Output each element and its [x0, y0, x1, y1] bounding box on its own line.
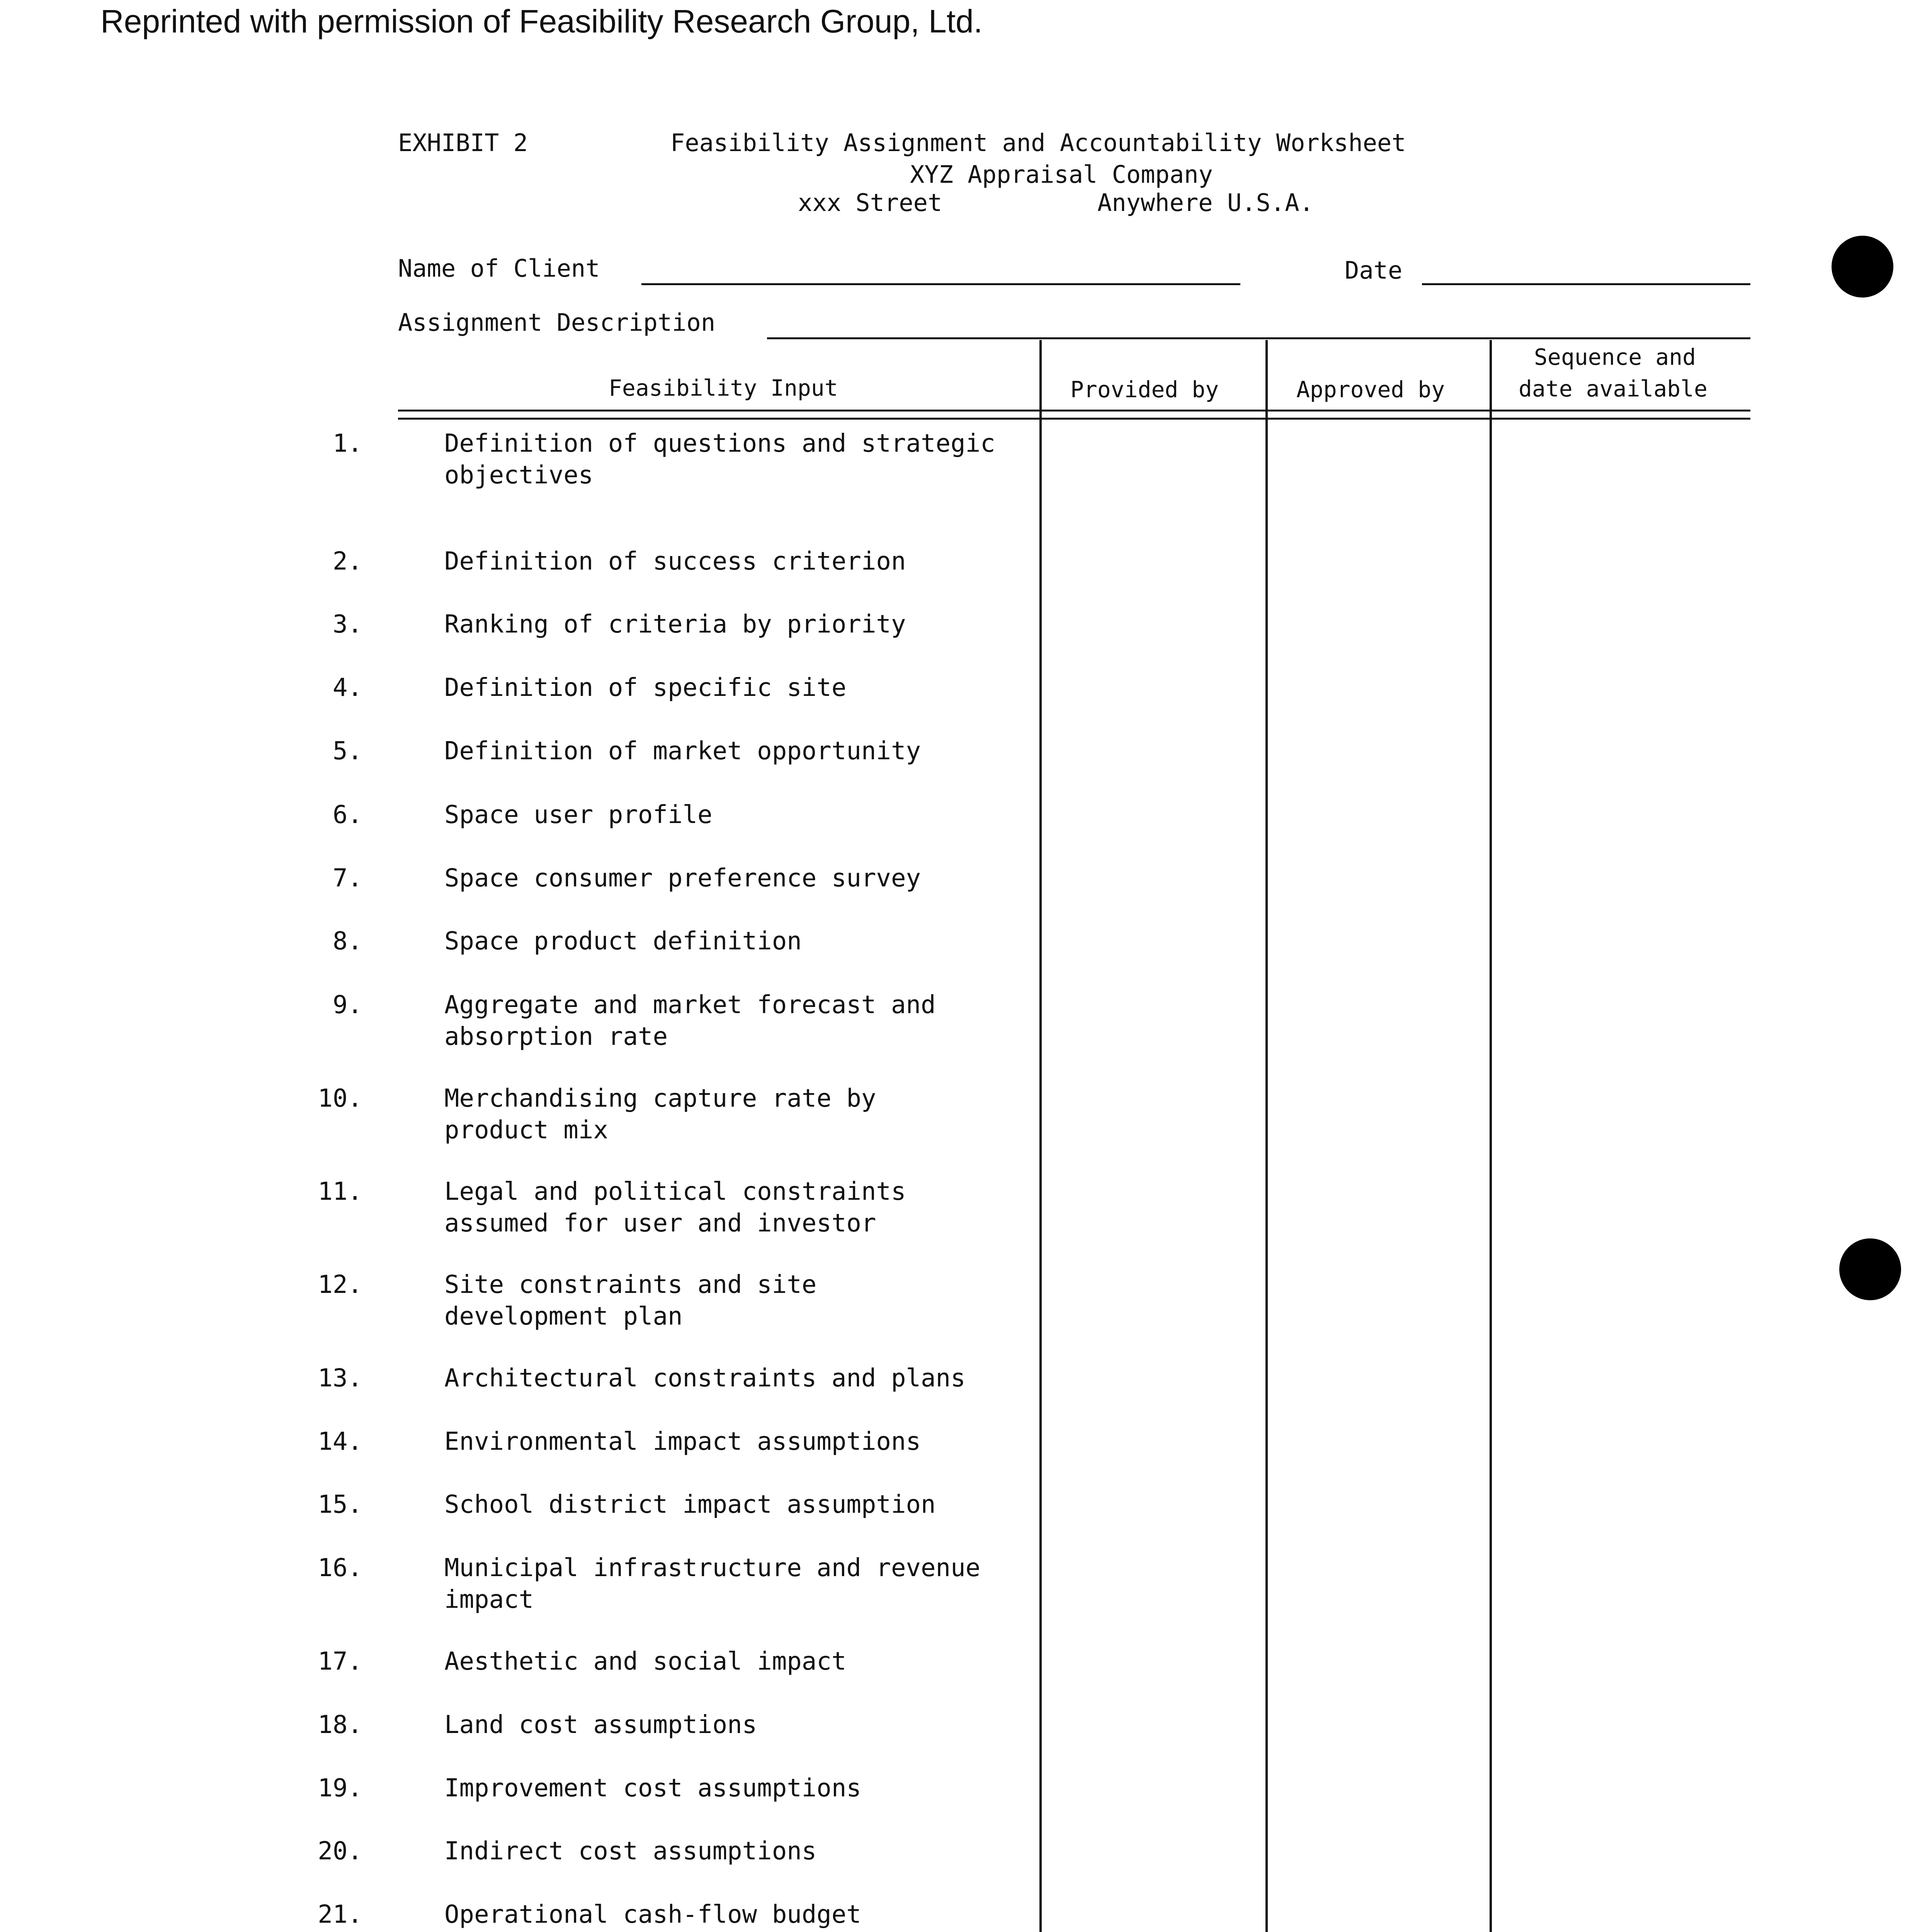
row-number: 6. [332, 801, 362, 829]
exhibit-label: EXHIBIT 2 [398, 129, 528, 157]
row-number: 19. [318, 1774, 362, 1803]
table-row [318, 1552, 981, 1616]
punch-hole [1839, 1238, 1901, 1300]
row-label-line: development plan [444, 1302, 683, 1331]
row-number: 7. [332, 864, 362, 893]
row-number: 5. [332, 737, 362, 765]
table-row [332, 862, 921, 894]
table-row [332, 799, 713, 831]
row-number: 12. [318, 1270, 362, 1299]
company-name: XYZ Appraisal Company [910, 160, 1213, 189]
row-number: 4. [332, 673, 362, 702]
row-label-line: Definition of success criterion [444, 547, 906, 576]
row-label [444, 862, 921, 894]
client-name-label: Name of Client [398, 254, 600, 282]
table-row [332, 989, 936, 1053]
row-label-line: Ranking of criteria by priority [444, 610, 906, 639]
row-label-line: Land cost assumptions [444, 1711, 757, 1739]
row-label-line: Definition of market opportunity [444, 737, 921, 765]
table-row [318, 1899, 861, 1932]
row-label [444, 1176, 906, 1239]
worksheet-title: Feasibility Assignment and Accountability Worksheet [670, 129, 1406, 157]
table-row [318, 1362, 966, 1394]
row-label [444, 546, 906, 577]
row-label [444, 1489, 936, 1520]
table-row [332, 546, 906, 577]
column-header-feasibility-input: Feasibility Input [609, 375, 838, 401]
row-label [444, 925, 802, 957]
date-field[interactable] [1422, 283, 1750, 285]
assignment-description-label: Assignment Description [398, 308, 716, 337]
row-label [444, 1709, 757, 1741]
column-divider [1039, 340, 1042, 1932]
row-number: 20. [318, 1837, 362, 1866]
column-header-sequence: Sequence and [1534, 344, 1696, 370]
table-row [332, 735, 921, 767]
table-row [318, 1269, 817, 1332]
reprint-notice: Reprinted with permission of Feasibility Research Group, Ltd. [100, 3, 983, 39]
table-row [318, 1772, 861, 1804]
row-label [444, 1426, 921, 1458]
table-row [318, 1835, 817, 1867]
row-label-line: Municipal infrastructure and revenue [444, 1554, 981, 1582]
assignment-description-field[interactable] [767, 337, 1750, 339]
row-label-line: Space product definition [444, 927, 802, 956]
row-label [444, 1899, 861, 1932]
row-number: 2. [332, 547, 362, 576]
row-number: 10. [318, 1084, 362, 1113]
table-row [332, 925, 802, 957]
row-number: 13. [318, 1364, 362, 1393]
row-number: 15. [318, 1490, 362, 1519]
row-label-line: Environmental impact assumptions [444, 1427, 921, 1456]
row-label [444, 799, 713, 831]
row-number: 16. [318, 1554, 362, 1582]
row-label [444, 1552, 980, 1616]
row-label-line: Aesthetic and social impact [444, 1647, 847, 1676]
table-row [318, 1083, 876, 1146]
table-row [332, 672, 847, 704]
row-label-line: Definition of specific site [444, 673, 847, 702]
row-label-line: objectives [444, 461, 594, 490]
row-label [444, 1083, 876, 1146]
row-number: 14. [318, 1427, 362, 1456]
row-label-line: Site constraints and site [444, 1270, 817, 1299]
row-label-line: Indirect cost assumptions [444, 1837, 817, 1866]
table-row [318, 1176, 906, 1239]
column-header-date-available: date available [1519, 376, 1708, 402]
column-header-approved-by: Approved by [1296, 376, 1445, 403]
row-label [444, 735, 921, 767]
date-label: Date [1345, 256, 1403, 284]
row-label-line: absorption rate [444, 1022, 668, 1051]
table-header-rule-lower [398, 418, 1750, 420]
row-number: 11. [318, 1177, 362, 1206]
company-street: xxx Street [798, 189, 942, 217]
row-number: 3. [332, 610, 362, 639]
row-label [444, 1269, 816, 1332]
row-number: 17. [318, 1647, 362, 1676]
row-label [444, 1772, 861, 1804]
row-number: 21. [318, 1900, 362, 1929]
row-label-line: product mix [444, 1116, 608, 1145]
row-number: 1. [332, 429, 362, 458]
row-label [444, 672, 846, 704]
row-label [444, 1362, 966, 1394]
row-label-line: Legal and political constraints [444, 1177, 906, 1206]
punch-hole [1832, 236, 1893, 298]
row-label-line: Space consumer preference survey [444, 864, 921, 893]
row-label-line: Improvement cost assumptions [444, 1774, 861, 1803]
row-label-line: impact [444, 1585, 534, 1614]
row-label-line: Aggregate and market forecast and [444, 991, 936, 1019]
row-label [444, 609, 906, 640]
row-label-line: Architectural constraints and plans [444, 1364, 966, 1393]
row-number: 8. [332, 927, 362, 956]
table-row [332, 428, 995, 491]
column-divider [1490, 340, 1492, 1932]
row-label-line: School district impact assumption [444, 1490, 936, 1519]
table-header-rule [398, 410, 1750, 412]
row-label [444, 1646, 846, 1677]
row-number: 9. [332, 991, 362, 1019]
row-label [444, 428, 995, 491]
row-label-line: Definition of questions and strategic [444, 429, 995, 458]
table-row [318, 1709, 757, 1741]
table-row [332, 609, 906, 640]
table-row [318, 1426, 921, 1458]
column-divider [1265, 340, 1268, 1932]
client-name-field[interactable] [641, 283, 1240, 285]
row-label-line: Operational cash-flow budget [444, 1900, 861, 1929]
table-row [318, 1489, 936, 1520]
column-header-provided-by: Provided by [1070, 376, 1219, 403]
row-label-line: assumed for user and investor [444, 1209, 876, 1238]
row-label-line: Space user profile [444, 801, 713, 829]
row-label [444, 989, 936, 1053]
row-label-line: Merchandising capture rate by [444, 1084, 876, 1113]
table-row [318, 1646, 847, 1677]
row-number: 18. [318, 1711, 362, 1739]
row-label-line [444, 1930, 861, 1932]
company-city: Anywhere U.S.A. [1097, 189, 1314, 217]
row-label [444, 1835, 816, 1867]
